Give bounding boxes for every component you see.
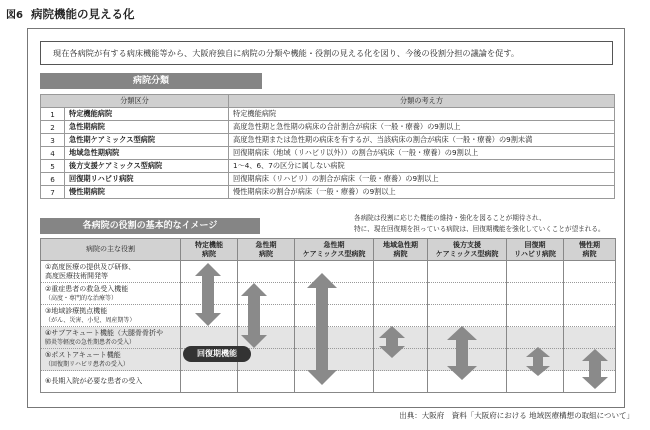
- hospital-type-header: 地域急性期 病院: [374, 239, 428, 261]
- roles-heading: 各病院の役割の基本的なイメージ: [40, 218, 260, 234]
- source-citation: 出典：大阪府 資料「大阪府における 地域医療構想の取組について」: [399, 411, 634, 420]
- category-name: 回復期リハビリ病院: [65, 173, 229, 186]
- category-desc: 特定機能病院: [229, 108, 615, 121]
- classification-table: [40, 94, 615, 199]
- figure-number: 図6: [6, 10, 23, 21]
- category-desc: 1～4、6、7の区分に属しない病院: [229, 160, 615, 173]
- figure-title: [6, 6, 134, 22]
- row-number: 6: [41, 173, 65, 186]
- category-name: 急性期ケアミックス型病院: [65, 134, 229, 147]
- roles-note-line: 特に、現在回復期を担っている病院は、回復期機能を強化していくことが望まれる。: [354, 225, 605, 233]
- intro-text: 現在各病院が有する病床機能等から、大阪府独自に病院の分類や機能・役割の見える化を図り、今後の役割分担の議論を促す。: [40, 41, 613, 65]
- hospital-type-header: 特定機能 病院: [181, 239, 238, 261]
- role-label: ①高度医療の提供及び研修、 高度医療技術開発等: [41, 261, 181, 283]
- role-row: [41, 283, 616, 305]
- row-number: 5: [41, 160, 65, 173]
- hospital-type-header: 急性期 ケアミックス型病院: [295, 239, 374, 261]
- hospital-type-header: 回復期 リハビリ病院: [507, 239, 564, 261]
- table-row: [41, 173, 615, 186]
- figure-title-text: 病院機能の見える化: [30, 7, 135, 21]
- row-number: 7: [41, 186, 65, 199]
- category-name: 急性期病院: [65, 121, 229, 134]
- recovery-function-badge: 回復期機能: [183, 346, 251, 362]
- category-name: 後方支援ケアミックス型病院: [65, 160, 229, 173]
- role-row: [41, 261, 616, 283]
- category-desc: 高度急性期または急性期の病床を有するが、当該病床の割合が病床（一般・療養）の9割未満: [229, 134, 615, 147]
- row-header-roles: 病院の主な役割: [41, 239, 181, 261]
- role-row: [41, 327, 616, 349]
- table-row: [41, 134, 615, 147]
- row-number: 3: [41, 134, 65, 147]
- role-label: ②重症患者の救急受入機能 （高度・専門的な治療等）: [41, 283, 181, 305]
- roles-note: [354, 213, 605, 235]
- table-row: [41, 186, 615, 199]
- role-label: ⑥長期入院が必要な患者の受入: [41, 371, 181, 393]
- hospital-type-header: 後方支援 ケアミックス型病院: [428, 239, 507, 261]
- col-header-rationale: 分類の考え方: [229, 95, 615, 108]
- category-desc: 高度急性期と急性期の病床の合計割合が病床（一般・療養）の9割以上: [229, 121, 615, 134]
- role-row: [41, 305, 616, 327]
- category-name: 慢性期病院: [65, 186, 229, 199]
- hospital-type-header: 慢性期 病院: [564, 239, 616, 261]
- roles-note-line: 各病院は役割に応じた機能の維持・強化を図ることが期待され、: [354, 214, 546, 222]
- category-desc: 慢性期病床の割合が病床（一般・療養）の9割以上: [229, 186, 615, 199]
- category-name: 特定機能病院: [65, 108, 229, 121]
- role-label: ⑤ポストアキュート機能 （回復期リハビリ患者の受入）: [41, 349, 181, 371]
- hospital-type-header: 急性期 病院: [238, 239, 295, 261]
- table-row: [41, 108, 615, 121]
- table-row: [41, 121, 615, 134]
- row-number: 2: [41, 121, 65, 134]
- table-row: [41, 147, 615, 160]
- role-label: ③地域診療拠点機能 （がん、災害、小児、周産期等）: [41, 305, 181, 327]
- role-label: ④サブアキュート機能（大腿骨骨折や 肺炎等軽度の急性期患者の受入）: [41, 327, 181, 349]
- classification-heading: 病院分類: [40, 73, 262, 89]
- category-desc: 回復期病床（地域（リハビリ以外））の割合が病床（一般・療養）の9割以上: [229, 147, 615, 160]
- row-number: 1: [41, 108, 65, 121]
- table-row: [41, 160, 615, 173]
- role-row: [41, 371, 616, 393]
- category-desc: 回復期病床（リハビリ）の割合が病床（一般・療養）の9割以上: [229, 173, 615, 186]
- roles-matrix: [40, 238, 616, 393]
- role-row: [41, 349, 616, 371]
- col-header-category: 分類区分: [41, 95, 229, 108]
- row-number: 4: [41, 147, 65, 160]
- category-name: 地域急性期病院: [65, 147, 229, 160]
